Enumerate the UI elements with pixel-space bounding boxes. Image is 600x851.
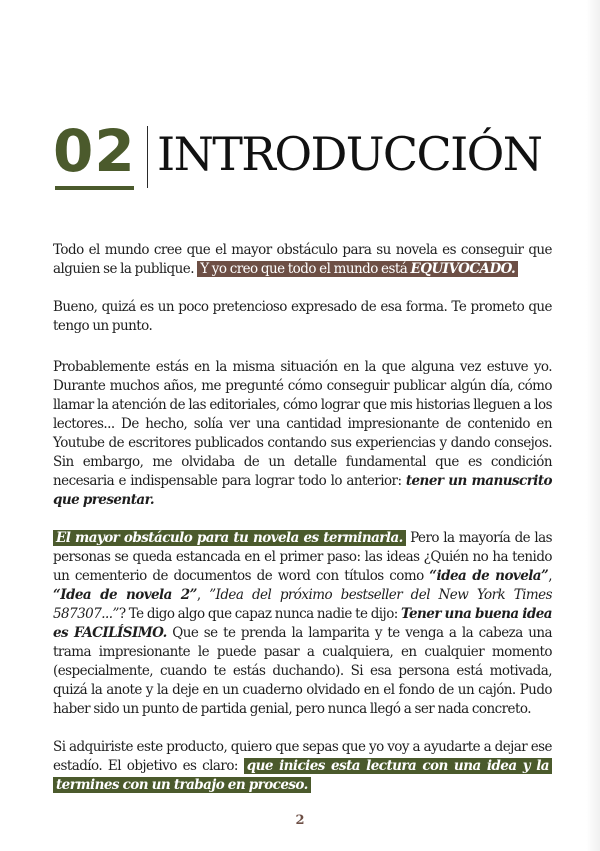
doc-title-1: “idea de novela” bbox=[429, 568, 549, 584]
highlight-brown-emphasis: EQUIVOCADO. bbox=[410, 261, 516, 277]
page-number: 2 bbox=[295, 813, 305, 828]
highlight-brown-text: Y yo creo que todo el mundo está bbox=[200, 261, 408, 277]
separator-1: , bbox=[548, 568, 552, 584]
paragraph-4 bbox=[53, 529, 552, 719]
paragraph-1 bbox=[53, 241, 552, 279]
page-edge-shadow bbox=[586, 0, 600, 851]
paragraph-3-emphasis: tener un manuscrito que presentar. bbox=[53, 473, 552, 508]
paragraph-4-text-a: Pero la mayoría de las personas se queda estancada en el primer paso: las ideas ¿Quién no ha tenido un cementerio de documentos de word con títulos como bbox=[53, 530, 553, 584]
doc-title-3: ”Idea del próximo bestseller del New York Times 587307...” bbox=[53, 587, 552, 622]
paragraph-3 bbox=[53, 358, 552, 510]
title-divider bbox=[147, 126, 148, 188]
paragraph-4-emphasis: Tener una buena idea es FACILÍSIMO. bbox=[53, 606, 552, 641]
doc-title-2: “Idea de novela 2” bbox=[53, 587, 197, 603]
highlight-brown bbox=[197, 261, 518, 277]
chapter-number-underline bbox=[55, 186, 134, 190]
chapter-title: INTRODUCCIÓN bbox=[157, 127, 542, 181]
chapter-number: 02 bbox=[53, 117, 136, 185]
paragraph-2: Bueno, quizá es un poco pretencioso expresado de esa forma. Te prometo que tengo un punto. bbox=[53, 299, 552, 334]
paragraph-4-text-c: Que se te prenda la lamparita y te venga a la cabeza una trama impresionante le puede pasar a cualquiera, en cualquier momento (especialmente, cuando te estás duchando). Si esa persona está motivada, quizá la anote y la deje en un cuaderno olvidado en el fondo de un cajón. Pudo haber sido un punto de partida genial, pero nunca llegó a ser nada concreto. bbox=[53, 625, 552, 717]
paragraph-4-text-b: ? Te digo algo que capaz nunca nadie te dijo: bbox=[118, 606, 398, 622]
body-text bbox=[53, 241, 552, 814]
paragraph-1-text: Todo el mundo cree que el mayor obstáculo para su novela es conseguir que alguien se la publique. bbox=[53, 242, 552, 277]
highlight-green-2: que inicies esta lectura con una idea y la termines con un trabajo en proceso. bbox=[53, 758, 552, 793]
paragraph-3-text: Probablemente estás en la misma situación en la que alguna vez estuve yo. Durante muchos años, me pregunté cómo conseguir publicar algún día, cómo llamar la atención de las editoriales, cómo lograr que mis historias lleguen a los lectores... De hecho, solía ver una cantidad impresionante de contenido en Youtube de escritores publicados contando sus experiencias y dando consejos. Sin embargo, me olvidaba de un detalle fundamental que es condición necesaria e indispensable para lograr todo lo anterior: bbox=[53, 359, 552, 489]
highlight-green-1: El mayor obstáculo para tu novela es terminarla. bbox=[53, 530, 406, 546]
separator-2: , bbox=[196, 587, 201, 603]
paragraph-5 bbox=[53, 738, 552, 795]
paragraph-5-text: Si adquiriste este producto, quiero que sepas que yo voy a ayudarte a dejar ese estadío. El objetivo es claro: bbox=[53, 739, 552, 774]
